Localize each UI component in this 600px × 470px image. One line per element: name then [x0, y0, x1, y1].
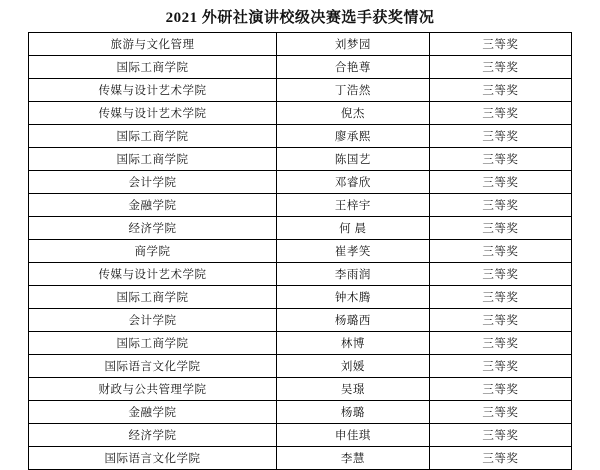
cell-name: 邓睿欣: [276, 171, 429, 194]
cell-college: 国际语言文化学院: [29, 355, 277, 378]
page-title: 2021 外研社演讲校级决赛选手获奖情况: [165, 10, 435, 26]
cell-college: 传媒与设计艺术学院: [29, 79, 277, 102]
table-row: [29, 401, 572, 424]
cell-award: 三等奖: [429, 309, 571, 332]
cell-college: 旅游与文化管理: [29, 33, 277, 56]
cell-award: 三等奖: [429, 332, 571, 355]
cell-award: 三等奖: [429, 447, 571, 470]
cell-college: 传媒与设计艺术学院: [29, 263, 277, 286]
cell-name: 李雨润: [276, 263, 429, 286]
cell-award: 三等奖: [429, 79, 571, 102]
cell-award: 三等奖: [429, 194, 571, 217]
cell-college: 会计学院: [29, 171, 277, 194]
cell-name: 刘媛: [276, 355, 429, 378]
cell-college: 经济学院: [29, 217, 277, 240]
cell-name: 何 晨: [276, 217, 429, 240]
cell-college: 国际工商学院: [29, 56, 277, 79]
cell-name: 崔孝笑: [276, 240, 429, 263]
award-table-container: [0, 32, 600, 470]
cell-award: 三等奖: [429, 401, 571, 424]
cell-award: 三等奖: [429, 424, 571, 447]
table-row: [29, 33, 572, 56]
cell-college: 国际语言文化学院: [29, 447, 277, 470]
cell-college: 国际工商学院: [29, 332, 277, 355]
award-table-body: [29, 33, 572, 470]
table-row: [29, 102, 572, 125]
award-table: [28, 32, 572, 470]
table-row: [29, 378, 572, 401]
cell-college: 国际工商学院: [29, 148, 277, 171]
cell-name: 林博: [276, 332, 429, 355]
cell-award: 三等奖: [429, 125, 571, 148]
cell-college: 会计学院: [29, 309, 277, 332]
cell-award: 三等奖: [429, 286, 571, 309]
cell-award: 三等奖: [429, 56, 571, 79]
table-row: [29, 309, 572, 332]
table-row: [29, 194, 572, 217]
cell-award: 三等奖: [429, 217, 571, 240]
cell-name: 李慧: [276, 447, 429, 470]
cell-name: 杨璐西: [276, 309, 429, 332]
cell-college: 财政与公共管理学院: [29, 378, 277, 401]
table-row: [29, 217, 572, 240]
cell-name: 刘梦园: [276, 33, 429, 56]
cell-college: 金融学院: [29, 401, 277, 424]
cell-award: 三等奖: [429, 148, 571, 171]
cell-college: 商学院: [29, 240, 277, 263]
cell-name: 廖承熙: [276, 125, 429, 148]
table-row: [29, 355, 572, 378]
cell-name: 钟木腾: [276, 286, 429, 309]
table-row: [29, 286, 572, 309]
cell-award: 三等奖: [429, 263, 571, 286]
cell-award: 三等奖: [429, 378, 571, 401]
cell-name: 倪杰: [276, 102, 429, 125]
cell-college: 传媒与设计艺术学院: [29, 102, 277, 125]
cell-name: 丁浩然: [276, 79, 429, 102]
cell-award: 三等奖: [429, 171, 571, 194]
cell-name: 陈国艺: [276, 148, 429, 171]
cell-college: 国际工商学院: [29, 286, 277, 309]
table-row: [29, 148, 572, 171]
table-row: [29, 171, 572, 194]
table-row: [29, 125, 572, 148]
cell-award: 三等奖: [429, 240, 571, 263]
cell-name: 杨璐: [276, 401, 429, 424]
table-row: [29, 332, 572, 355]
cell-award: 三等奖: [429, 102, 571, 125]
cell-college: 国际工商学院: [29, 125, 277, 148]
cell-college: 金融学院: [29, 194, 277, 217]
cell-award: 三等奖: [429, 355, 571, 378]
cell-award: 三等奖: [429, 33, 571, 56]
table-row: [29, 263, 572, 286]
table-row: [29, 240, 572, 263]
cell-name: 吴璟: [276, 378, 429, 401]
table-row: [29, 79, 572, 102]
cell-name: 合艳尊: [276, 56, 429, 79]
cell-name: 王梓宇: [276, 194, 429, 217]
table-row: [29, 424, 572, 447]
cell-name: 申佳琪: [276, 424, 429, 447]
table-row: [29, 56, 572, 79]
cell-college: 经济学院: [29, 424, 277, 447]
